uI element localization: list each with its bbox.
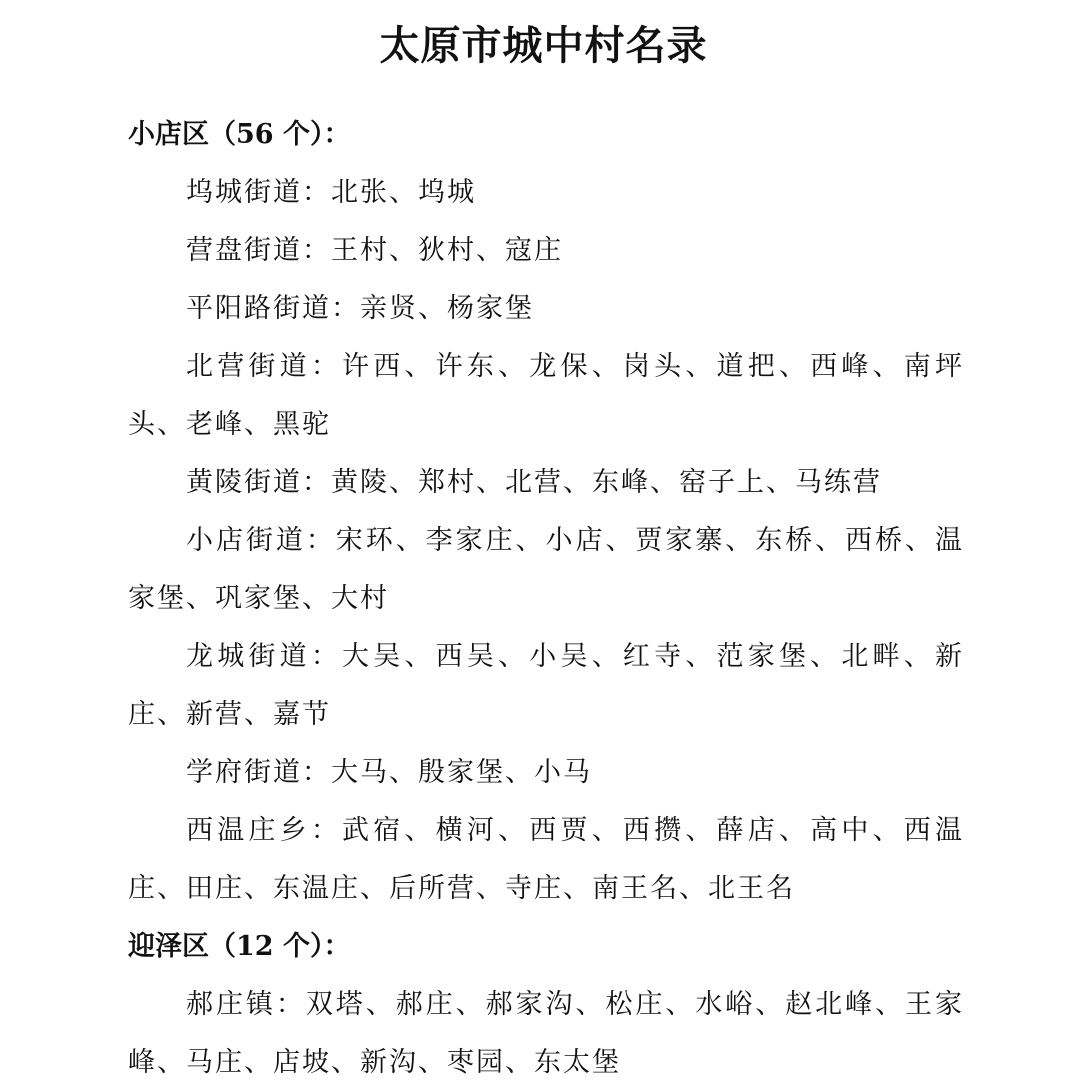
district-heading-yingze: 迎泽区（12 个）：	[128, 931, 351, 962]
entry-beiying: 北营街道：许西、许东、龙保、岗头、道把、西峰、南坪头、老峰、黑驼	[128, 351, 964, 440]
entry-longcheng: 龙城街道：大吴、西吴、小吴、红寺、范家堡、北畔、新庄、新营、嘉节	[128, 641, 964, 730]
entry-xiaodian: 小店街道：宋环、李家庄、小店、贾家寨、东桥、西桥、温家堡、巩家堡、大村	[128, 525, 964, 614]
entry-pingyanglu: 平阳路街道：亲贤、杨家堡	[186, 293, 534, 324]
document-title: 太原市城中村名录	[379, 22, 708, 69]
district-heading-xiaodian: 小店区（56 个）：	[128, 119, 351, 150]
entry-xiwenzhuang: 西温庄乡：武宿、横河、西贾、西攒、薛店、高中、西温庄、田庄、东温庄、后所营、寺庄、南王名、北王名	[128, 815, 964, 904]
entry-haozhuang: 郝庄镇：双塔、郝庄、郝家沟、松庄、水峪、赵北峰、王家峰、马庄、店坡、新沟、枣园、东太堡	[128, 989, 964, 1078]
entry-huangling: 黄陵街道：黄陵、郑村、北营、东峰、窑子上、马练营	[186, 467, 882, 498]
entry-wucheng: 坞城街道：北张、坞城	[186, 177, 476, 208]
entry-yingpan: 营盘街道：王村、狄村、寇庄	[186, 235, 563, 266]
entry-xuefu: 学府街道：大马、殷家堡、小马	[186, 757, 592, 788]
document-body	[128, 106, 964, 1092]
